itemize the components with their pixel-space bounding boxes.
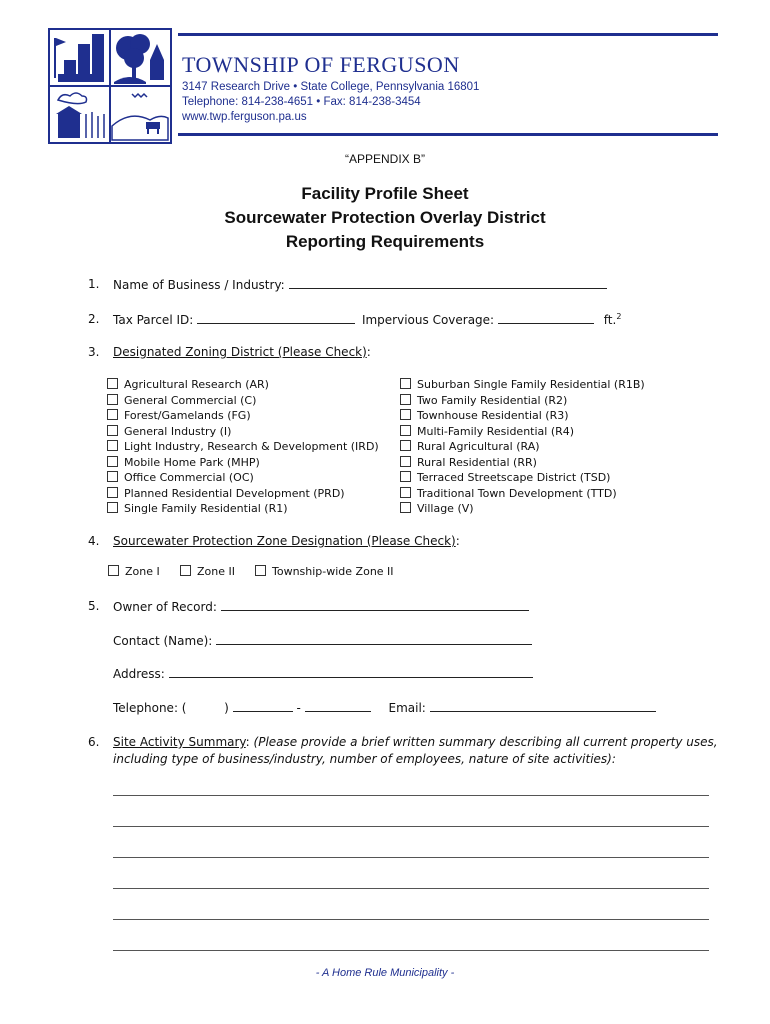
zoning-option[interactable] <box>400 455 645 471</box>
owner-field[interactable] <box>221 599 529 611</box>
form-subtitle: Sourcewater Protection Overlay District <box>224 208 546 227</box>
zoning-option[interactable] <box>400 408 645 424</box>
appendix-label: “APPENDIX B” <box>344 152 425 166</box>
summary-line[interactable] <box>113 795 709 796</box>
zoning-option-label: Light Industry, Research & Development (IRD) <box>124 440 379 453</box>
telephone-dash: - <box>296 701 301 715</box>
checkbox[interactable] <box>108 565 119 576</box>
township-address: 3147 Research Drive • State College, Pennsylvania 16801 <box>182 81 480 93</box>
checkbox[interactable] <box>107 456 118 467</box>
zone-option-label: Zone I <box>125 565 160 578</box>
checkbox[interactable] <box>400 425 411 436</box>
q2-number: 2. <box>88 312 100 326</box>
checkbox[interactable] <box>107 378 118 389</box>
checkbox[interactable] <box>400 487 411 498</box>
checkbox[interactable] <box>400 394 411 405</box>
q3-number: 3. <box>88 345 100 359</box>
site-activity-colon: : <box>245 735 250 749</box>
area-code-field[interactable] <box>190 700 220 712</box>
zoning-option[interactable] <box>400 424 645 440</box>
tax-parcel-field[interactable] <box>197 312 355 324</box>
zoning-option[interactable] <box>400 377 645 393</box>
zoning-option-label: Agricultural Research (AR) <box>124 378 269 391</box>
q6-number: 6. <box>88 735 100 749</box>
business-name-field[interactable] <box>289 277 607 289</box>
q6-question-cont <box>113 752 616 766</box>
zoning-option[interactable] <box>107 377 379 393</box>
checkbox[interactable] <box>107 425 118 436</box>
q4-question <box>113 534 460 548</box>
site-activity-label: Site Activity Summary <box>113 735 246 749</box>
site-activity-instructions-cont: including type of business/industry, number of employees, nature of site activities): <box>113 752 616 766</box>
zoning-option[interactable] <box>400 393 645 409</box>
checkbox[interactable] <box>107 487 118 498</box>
zoning-option[interactable] <box>400 486 645 502</box>
area-unit <box>604 313 622 327</box>
summary-line[interactable] <box>113 919 709 920</box>
tax-parcel-label: Tax Parcel ID: <box>113 313 194 327</box>
summary-line[interactable] <box>113 950 709 951</box>
checkbox[interactable] <box>400 378 411 389</box>
township-logo <box>48 28 172 144</box>
telephone-paren: ) <box>224 701 229 715</box>
area-unit-exponent: 2 <box>616 312 622 321</box>
zoning-option-label: Suburban Single Family Residential (R1B) <box>417 378 645 391</box>
area-unit-text: ft. <box>603 313 617 327</box>
zoning-options-right <box>400 377 645 517</box>
checkbox[interactable] <box>107 471 118 482</box>
email-label: Email: <box>388 701 426 715</box>
impervious-coverage-field[interactable] <box>498 312 594 324</box>
address-label: Address: <box>113 667 165 681</box>
zone-option-label: Township-wide Zone II <box>272 565 394 578</box>
checkbox[interactable] <box>107 409 118 420</box>
q1-number: 1. <box>88 277 100 291</box>
checkbox[interactable] <box>400 409 411 420</box>
q3-question <box>113 345 371 359</box>
checkbox[interactable] <box>255 565 266 576</box>
zoning-option-label: Village (V) <box>417 502 474 515</box>
zoning-option[interactable] <box>400 501 645 517</box>
site-activity-instructions: (Please provide a brief written summary describing all current property uses, <box>253 735 718 749</box>
address-field[interactable] <box>169 666 533 678</box>
zoning-option-label: Forest/Gamelands (FG) <box>124 409 251 422</box>
protection-zone-colon: : <box>455 534 460 548</box>
email-field[interactable] <box>430 700 656 712</box>
contact-row <box>113 633 532 648</box>
q2-question <box>113 312 621 327</box>
contact-label: Contact (Name): <box>113 634 213 648</box>
checkbox[interactable] <box>107 502 118 513</box>
protection-zone-label: Sourcewater Protection Zone Designation (Please Check) <box>113 534 456 548</box>
zoning-option-label: Mobile Home Park (MHP) <box>124 455 260 469</box>
checkbox[interactable] <box>400 440 411 451</box>
township-seal-icon <box>50 30 170 142</box>
zone-option[interactable] <box>255 564 394 580</box>
zoning-option-label: Rural Residential (RR) <box>417 455 537 469</box>
zone-option[interactable] <box>108 564 160 580</box>
zoning-option[interactable] <box>400 439 645 455</box>
zoning-option[interactable] <box>107 439 379 455</box>
phone-line-field[interactable] <box>305 700 371 712</box>
zoning-option[interactable] <box>400 470 645 486</box>
zoning-option[interactable] <box>107 486 379 502</box>
summary-line[interactable] <box>113 826 709 827</box>
letterhead-rule-bottom <box>178 133 718 136</box>
zoning-option-label: Planned Residential Development (PRD) <box>124 486 345 500</box>
telephone-row <box>113 700 656 715</box>
checkbox[interactable] <box>180 565 191 576</box>
zoning-option-label: Rural Agricultural (RA) <box>417 440 540 453</box>
zoning-option-label: Townhouse Residential (R3) <box>417 409 569 422</box>
checkbox[interactable] <box>400 456 411 467</box>
township-phone-fax: Telephone: 814-238-4651 • Fax: 814-238-3454 <box>182 96 421 108</box>
checkbox[interactable] <box>400 502 411 513</box>
checkbox[interactable] <box>400 471 411 482</box>
zoning-option[interactable] <box>107 501 379 517</box>
phone-prefix-field[interactable] <box>233 700 293 712</box>
zoning-option-label: General Industry (I) <box>124 424 232 438</box>
zoning-option[interactable] <box>107 455 379 471</box>
summary-line[interactable] <box>113 857 709 858</box>
zoning-option-label: Single Family Residential (R1) <box>124 502 288 515</box>
zoning-district-colon: : <box>366 345 371 359</box>
owner-row <box>113 599 529 614</box>
zoning-option[interactable] <box>107 470 379 486</box>
q1-question <box>113 277 607 292</box>
q4-number: 4. <box>88 534 100 548</box>
impervious-coverage-label: Impervious Coverage: <box>361 313 495 327</box>
zone-option[interactable] <box>180 564 235 580</box>
letterhead-rule-top <box>178 33 718 36</box>
form-title: Facility Profile Sheet <box>301 184 469 203</box>
zoning-option[interactable] <box>107 393 379 409</box>
footer-motto: - A Home Rule Municipality - <box>315 967 455 979</box>
zone-option-label: Zone II <box>197 565 235 578</box>
form-subtitle-2: Reporting Requirements <box>285 232 485 251</box>
zoning-district-label: Designated Zoning District (Please Check) <box>113 345 367 359</box>
zoning-option-label: Terraced Streetscape District (TSD) <box>417 471 611 484</box>
zoning-option[interactable] <box>107 408 379 424</box>
address-row <box>113 666 533 681</box>
telephone-label: Telephone: ( <box>113 701 187 715</box>
q6-question <box>113 735 718 749</box>
contact-field[interactable] <box>216 633 532 645</box>
checkbox[interactable] <box>107 440 118 451</box>
zoning-option-label: Multi-Family Residential (R4) <box>417 424 575 438</box>
owner-label: Owner of Record: <box>113 600 217 614</box>
township-website[interactable]: www.twp.ferguson.pa.us <box>182 111 307 123</box>
zoning-options-left <box>107 377 379 517</box>
summary-line[interactable] <box>113 888 709 889</box>
zoning-option[interactable] <box>107 424 379 440</box>
q5-number: 5. <box>88 599 100 613</box>
zoning-option-label: Traditional Town Development (TTD) <box>417 486 617 500</box>
checkbox[interactable] <box>107 394 118 405</box>
zoning-option-label: General Commercial (C) <box>124 393 257 407</box>
zoning-option-label: Two Family Residential (R2) <box>417 393 568 407</box>
zoning-option-label: Office Commercial (OC) <box>124 471 254 484</box>
township-name: TOWNSHIP OF FERGUSON <box>182 52 460 77</box>
business-name-label: Name of Business / Industry: <box>113 278 285 292</box>
